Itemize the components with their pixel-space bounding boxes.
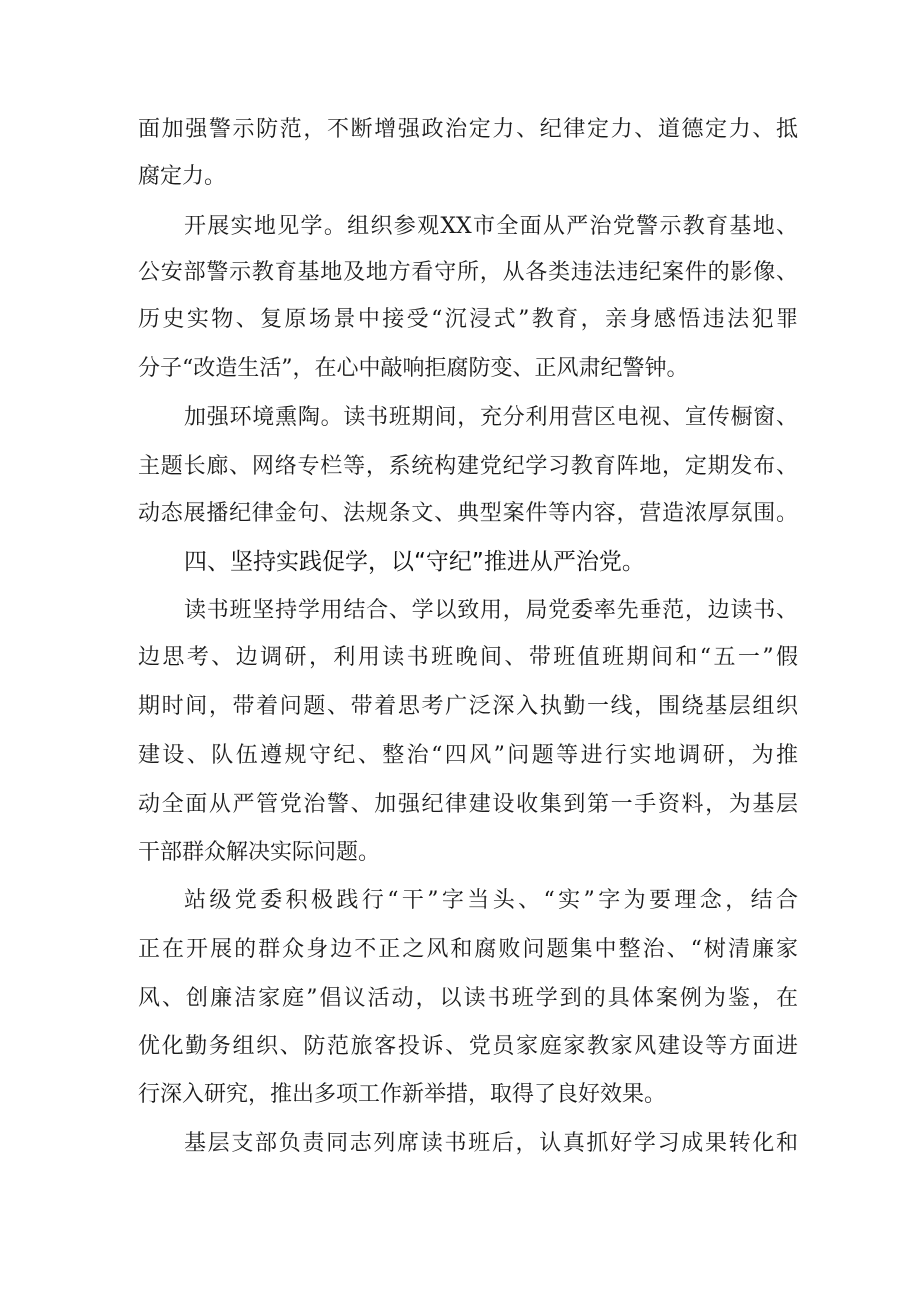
text-line: 边思考、边调研，利用读书班晚间、带班值班期间和“五一”假: [138, 645, 798, 670]
text-line: 风、创廉洁家庭”倡议活动，以读书班学到的具体案例为鉴，在: [138, 986, 798, 1011]
text-line: 历史实物、复原场景中接受“沉浸式”教育，亲身感悟违法犯罪: [138, 307, 798, 332]
text-line: 分子“改造生活”，在心中敲响拒腐防变、正风肃纪警钟。: [138, 356, 689, 381]
text-line: 建设、队伍遵规守纪、整治“四风”问题等进行实地调研，为推: [138, 743, 798, 768]
paragraph-start-line: 开展实地见学。组织参观XX市全面从严治党警示教育基地、: [184, 214, 798, 239]
text-line: 期时间，带着问题、带着思考广泛深入执勤一线，围绕基层组织: [138, 694, 798, 719]
text-line: 优化勤务组织、防范旅客投诉、党员家庭家教家风建设等方面进: [138, 1034, 798, 1059]
paragraph-start-line: 基层支部负责同志列席读书班后，认真抓好学习成果转化和: [184, 1131, 798, 1156]
text-line: 主题长廊、网络专栏等，系统构建党纪学习教育阵地，定期发布、: [138, 454, 798, 479]
text-line: 动全面从严管党治警、加强纪律建设收集到第一手资料，为基层: [138, 792, 798, 817]
paragraph-start-line: 读书班坚持学用结合、学以致用，局党委率先垂范，边读书、: [184, 598, 798, 623]
text-line: 面加强警示防范，不断增强政治定力、纪律定力、道德定力、抵: [138, 117, 798, 142]
text-line: 行深入研究，推出多项工作新举措，取得了良好效果。: [138, 1082, 667, 1107]
text-line: 腐定力。: [138, 164, 227, 189]
text-line: 干部群众解决实际问题。: [138, 840, 381, 865]
text-line: 正在开展的群众身边不正之风和腐败问题集中整治、“树清廉家: [138, 937, 798, 962]
paragraph-start-line: 站级党委积极践行“干”字当头、“实”字为要理念，结合: [184, 888, 798, 913]
text-line: 公安部警示教育基地及地方看守所，从各类违法违纪案件的影像、: [138, 260, 798, 285]
text-line: 动态展播纪律金句、法规条文、典型案件等内容，营造浓厚氛围。: [138, 501, 798, 526]
section-heading: 四、坚持实践促学，以“守纪”推进从严治党。: [184, 549, 645, 575]
paragraph-start-line: 加强环境熏陶。读书班期间，充分利用营区电视、宣传橱窗、: [184, 405, 798, 430]
